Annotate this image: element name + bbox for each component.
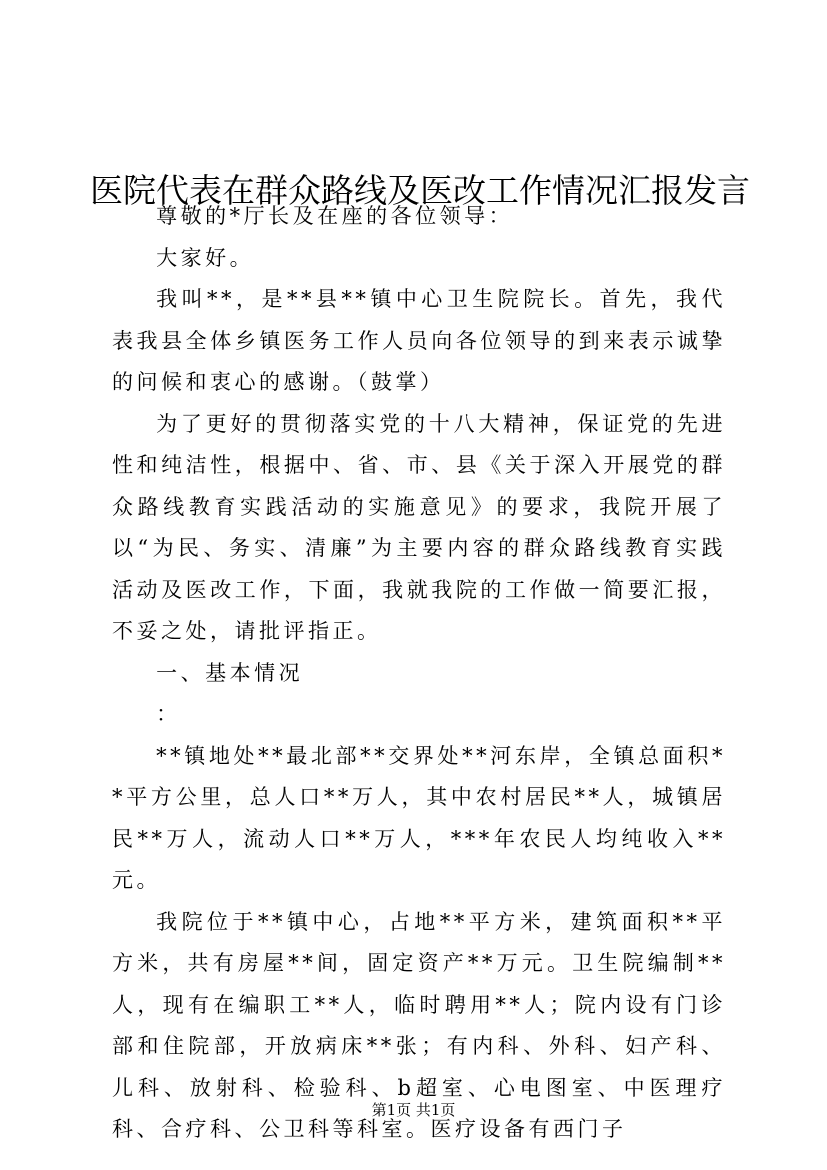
- salutation-paragraph: 尊敬的*厅长及在座的各位领导：: [156, 204, 514, 228]
- purpose-paragraph: 为了更好的贯彻落实党的十八大精神，保证党的先进性和纯洁性，根据中、省、市、县《关于深入开展党的群众路线教育实践活动的实施意见》的要求，我院开展了以“为民、务实、清廉”为主要内容的群众路线教育实践活动及医改工作，下面，我就我院的工作做一简要汇报，不妥之处，请批评指正。: [112, 411, 726, 643]
- greeting-paragraph: 大家好。: [156, 245, 255, 270]
- colon-line: ：: [156, 702, 181, 726]
- hospital-overview-paragraph: 我院位于**镇中心，占地**平方米，建筑面积**平方米，共有房屋**间，固定资产**万元。卫生院编制**人，现有在编职工**人，临时聘用**人；院内设有门诊部和住院部，开放病床**张；有内科、外科、妇产科、儿科、放射科、检验科、b超室、心电图室、中医理疗科、合疗科、公卫科等科室。医疗设备有西门子: [112, 909, 726, 1141]
- document-title: 医院代表在群众路线及医改工作情况汇报发言: [90, 171, 750, 211]
- section-heading-basic-info: 一、基本情况: [156, 660, 304, 685]
- introduction-paragraph: 我叫**，是**县**镇中心卫生院院长。首先，我代表我县全体乡镇医务工作人员向各位领导的到来表示诚挚的问候和衷心的感谢。（鼓掌）: [112, 287, 726, 394]
- page-footer: 第1页 共1页: [371, 1101, 456, 1119]
- document-body: [112, 196, 726, 1151]
- town-overview-paragraph: **镇地处**最北部**交界处**河东岸，全镇总面积**平方公里，总人口**万人，其中农村居民**人，城镇居民**万人，流动人口**万人，***年农民人均纯收入**元。: [112, 743, 726, 892]
